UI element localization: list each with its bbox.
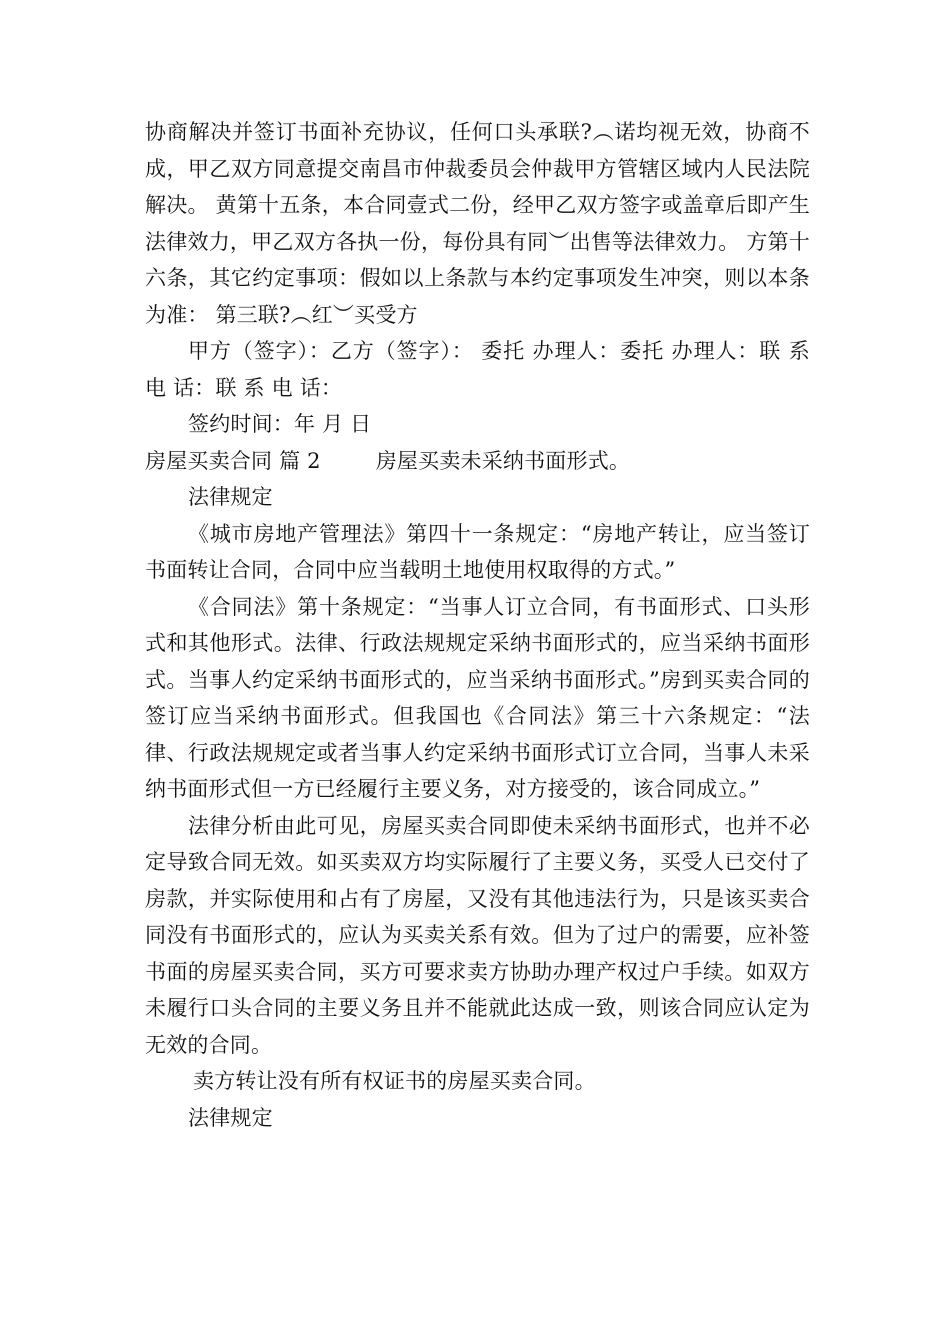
document-body <box>145 114 810 1136</box>
paragraph-legal-basis-label-2: 法律规定 <box>188 1105 273 1130</box>
paragraph-legal-basis-label: 法律规定 <box>188 485 273 509</box>
paragraph-seller-no-certificate: 卖方转让没有所有权证书的房屋买卖合同。 <box>193 1069 596 1093</box>
paragraph-signatures: 甲方（签字）：乙方（签字）： 委托 办理人：委托 办理人：联 系 电 话：联 系 电 话： <box>145 339 810 400</box>
paragraph-legal-analysis: 法律分析由此可见，房屋买卖合同即使未采纳书面形式，也并不必定导致合同无效。如买卖双方均实际履行了主要义务，买受人已交付了房款，并实际使用和占有了房屋，又没有其他违法行为，只是该买卖合同没有书面形式的，应认为买卖关系有效。但为了过户的需要，应补签书面的房屋买卖合同，买方可要求卖方协助办理产权过户手续。如双方未履行口头合同的主要义务且并不能就此达成一致，则该合同应认定为无效的合同。 <box>145 813 810 1057</box>
section-heading: 房屋买卖合同 篇 2 房屋买卖未采纳书面形式。 <box>145 448 631 473</box>
paragraph-real-estate-law: 《城市房地产管理法》第四十一条规定：“房地产转让，应当签订书面转让合同，合同中应当载明土地使用权取得的方式。” <box>145 521 810 582</box>
paragraph-contract-law: 《合同法》第十条规定：“当事人订立合同，有书面形式、口头形式和其他形式。法律、行政法规规定采纳书面形式的，应当采纳书面形式。当事人约定采纳书面形式的，应当采纳书面形式。”房到买卖合同的签订应当采纳书面形式。但我国也《合同法》第三十六条规定：“法律、行政法规规定或者当事人约定采纳书面形式订立合同，当事人未采纳书面形式但一方已经履行主要义务，对方接受的，该合同成立。” <box>145 594 810 801</box>
paragraph-arbitration-clause: 协商解决并签订书面补充协议，任何口头承联?︵诺均视无效，协商不成，甲乙双方同意提交南昌市仲裁委员会仲裁甲方管辖区域内人民法院解决。 黄第十五条，本合同壹式二份，经甲乙双方签字或盖章后即产生法律效力，甲乙双方各执一份，每份具有同︶出售等法律效力。 方第十六条，其它约定事项：假如以上条款与本约定事项发生冲突，则以本条为准： 第三联?︵红︶买受方 <box>145 120 810 327</box>
paragraph-sign-date: 签约时间：年 月 日 <box>188 412 372 436</box>
